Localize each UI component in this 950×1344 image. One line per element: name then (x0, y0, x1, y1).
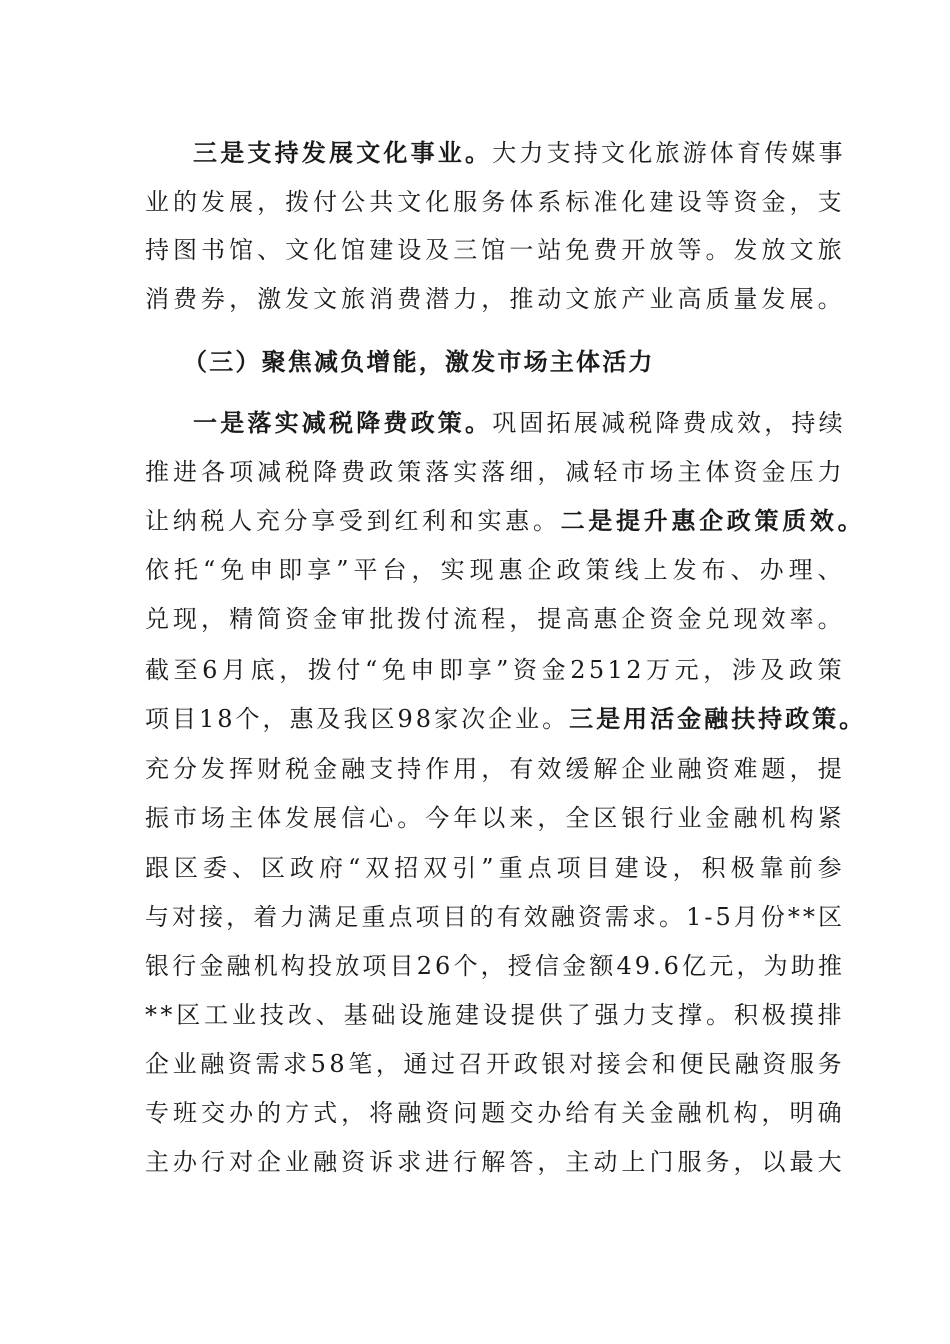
paragraph-tax-line-16: 主办行对企业融资诉求进行解答，主动上门服务，以最大 (145, 1148, 845, 1176)
body-text: 项目18个，惠及我区98家次企业。 (145, 705, 570, 733)
paragraph-tax-line-6: 截至6月底，拨付“免申即享”资金2512万元，涉及政策 (145, 656, 845, 684)
body-text: 大力支持文化旅游体育传媒事 (492, 139, 846, 167)
paragraph-tax-line-12: 银行金融机构投放项目26个，授信金额49.6亿元，为助推 (145, 952, 845, 980)
paragraph-tax-line-13: **区工业技改、基础设施建设提供了强力支撑。积极摸排 (145, 1001, 845, 1029)
paragraph-tax-line-10: 跟区委、区政府“双招双引”重点项目建设，积极靠前参 (145, 854, 845, 882)
bold-lead: 二是提升惠企政策质效。 (560, 506, 865, 535)
body-text: 巩固拓展减税降费成效，持续 (492, 409, 846, 437)
body-text: 让纳税人充分享受到红利和实惠。 (145, 507, 561, 535)
paragraph-tax-line-9: 振市场主体发展信心。今年以来，全区银行业金融机构紧 (145, 804, 845, 832)
paragraph-culture-line-4: 消费券，激发文旅消费潜力，推动文旅产业高质量发展。 (145, 285, 845, 313)
paragraph-tax-line-7 (145, 701, 865, 737)
paragraph-tax-line-14: 企业融资需求58笔，通过召开政银对接会和便民融资服务 (145, 1050, 845, 1078)
paragraph-tax-line-5: 兑现，精简资金审批拨付流程，提高惠企资金兑现效率。 (145, 605, 845, 633)
paragraph-tax-line-4: 依托“免申即享”平台，实现惠企政策线上发布、办理、 (145, 556, 845, 584)
paragraph-tax-line-3 (145, 503, 865, 539)
paragraph-tax-line-8: 充分发挥财税金融支持作用，有效缓解企业融资难题，提 (145, 755, 845, 783)
paragraph-tax-line-2: 推进各项减税降费政策落实落细，减轻市场主体资金压力 (145, 458, 845, 486)
paragraph-tax-line-1 (193, 405, 845, 441)
paragraph-culture-line-2: 业的发展，拨付公共文化服务体系标准化建设等资金，支 (145, 188, 845, 216)
bold-lead: 三是用活金融扶持政策。 (569, 704, 867, 733)
paragraph-culture-line-1 (193, 135, 845, 171)
paragraph-tax-line-11: 与对接，着力满足重点项目的有效融资需求。1-5月份**区 (145, 903, 845, 931)
paragraph-tax-line-15: 专班交办的方式，将融资问题交办给有关金融机构，明确 (145, 1099, 845, 1127)
bold-lead: 一是落实减税降费政策。 (193, 408, 493, 437)
paragraph-culture-line-3: 持图书馆、文化馆建设及三馆一站免费开放等。发放文旅 (145, 236, 845, 264)
bold-lead: 三是支持发展文化事业。 (193, 138, 493, 167)
section-heading: （三）聚焦减负增能，激发市场主体活力 (183, 348, 655, 376)
